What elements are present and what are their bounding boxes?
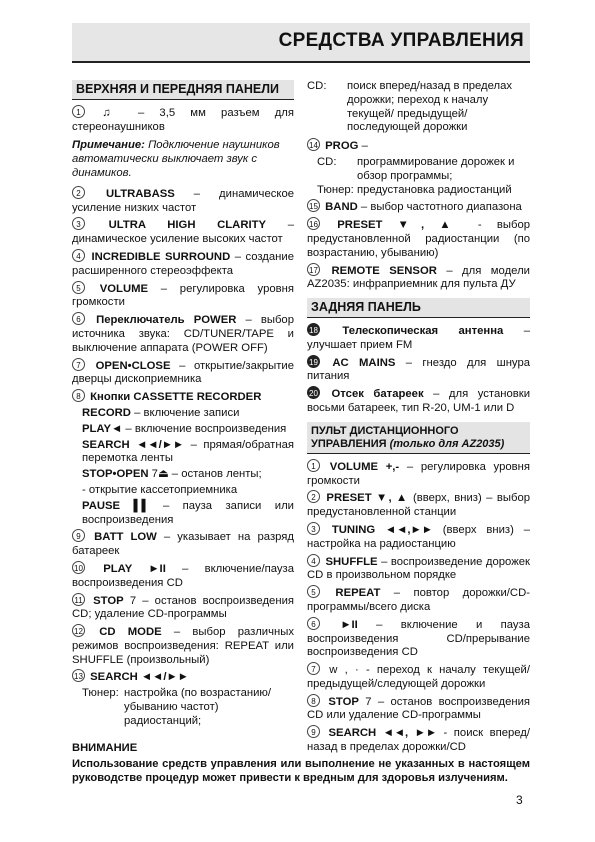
- item-label: PRESET ▼, ▲: [326, 492, 409, 505]
- item-label: SEARCH ◄◄, ►►: [328, 727, 438, 740]
- item-text: – воспроизведение дорожек CD в произвольном порядке: [307, 555, 530, 582]
- item-label: STOP: [93, 594, 124, 607]
- item-number: 15: [307, 199, 320, 212]
- item-label: w , ·: [329, 664, 359, 677]
- sub-label: SEARCH ◄◄/►►: [82, 438, 185, 451]
- item-text: – динамическое усиление высоких частот: [72, 219, 294, 246]
- item-text: - поиск вперед/назад в пределах дорожки/CD: [307, 727, 531, 754]
- item-text: (вверх, вниз) – выбор предустановленной станции: [307, 492, 531, 519]
- sub-label: PLAY◄: [82, 422, 123, 435]
- sub-prog-cd: [307, 156, 530, 184]
- item-number: 5: [72, 281, 85, 294]
- sub-play: [72, 423, 294, 437]
- item-number: 18: [307, 323, 320, 336]
- item-text: - выбор предустановленной радиостанции (по возрастанию, убыванию): [307, 219, 531, 259]
- item-label: Переключатель POWER: [96, 314, 237, 327]
- headphones-icon: ♫: [102, 106, 123, 119]
- item-text: (вверх вниз) – настройка на радиостанцию: [307, 523, 531, 550]
- item-number: 20: [307, 386, 320, 399]
- item-stop: [72, 593, 294, 623]
- item-text: 7 – останов воспроизведения CD; удаление CD-программы: [72, 594, 295, 621]
- item-number: 19: [307, 355, 320, 368]
- item-text: – включение и пауза воспроизведения CD/прерывание воспроизведения CD: [307, 618, 531, 659]
- item-number: 6: [72, 312, 85, 325]
- item-number: 9: [307, 725, 320, 738]
- left-column: [72, 80, 294, 729]
- note: [72, 139, 294, 180]
- item-text: – 3,5 мм разъем для стереонаушников: [72, 106, 295, 133]
- sub-text: – пауза записи или воспроизведения: [82, 499, 294, 526]
- section-title-top-front: ВЕРХНЯЯ И ПЕРЕДНЯЯ ПАНЕЛИ: [72, 80, 294, 100]
- sub-stop-open-2: [72, 484, 294, 498]
- sub-key: Тюнер:: [82, 687, 119, 700]
- item-cassette-recorder: [72, 389, 294, 405]
- item-cd-mode: [72, 624, 294, 667]
- item-incredible-surround: [72, 249, 294, 279]
- sub-value: настройка (по возрастанию/ убыванию частот) радиостанций;: [124, 687, 272, 727]
- item-number: 3: [72, 217, 85, 230]
- item-number: 6: [307, 617, 320, 630]
- item-label: CD MODE: [99, 626, 162, 639]
- item-ultra-high-clarity: [72, 217, 294, 247]
- sub-key: CD:: [317, 155, 337, 168]
- item-text: – динамическое усиление низких частот: [72, 187, 295, 214]
- remote-item-volume: [307, 459, 530, 489]
- item-label: TUNING ◄◄,►►: [331, 523, 433, 536]
- sub-text: - открытие кассетоприемника: [82, 483, 238, 496]
- remote-item-shuffle: [307, 554, 530, 584]
- item-label: REPEAT: [335, 587, 381, 600]
- item-prog: [307, 138, 530, 154]
- item-label: ULTRABASS: [105, 187, 175, 200]
- item-text: – выбор источника звука: CD/TUNER/TAPE и выключение аппарата (POWER OFF): [72, 314, 294, 354]
- item-label: VOLUME +,-: [329, 460, 400, 473]
- item-label: OPEN•CLOSE: [95, 359, 171, 372]
- item-text: – выбор частотного диапазона: [360, 201, 522, 214]
- sub-tuner: [72, 687, 294, 728]
- remote-item-play-pause: [307, 617, 530, 660]
- item-volume: [72, 281, 294, 311]
- sub-value: программирование дорожек и обзор программы;: [357, 155, 515, 182]
- item-label: VOLUME: [99, 282, 149, 295]
- item-number: 1: [72, 105, 85, 118]
- warning-text: Использование средств управления или выполнение не указанных в настоящем руководстве процедур может привести к вредным для здоровья излучениям.: [72, 758, 530, 784]
- item-text: – открытие/закрытие дверцы дископриемника: [72, 359, 294, 386]
- item-text: - переход к началу текущей/предыдущей/следующей дорожки: [307, 664, 530, 690]
- item-label: ULTRA HIGH CLARITY: [108, 219, 267, 232]
- item-remote-sensor: [307, 263, 530, 293]
- item-power-switch: [72, 312, 294, 355]
- item-number: 17: [307, 263, 320, 276]
- item-label: REMOTE SENSOR: [331, 264, 437, 277]
- item-number: 11: [72, 593, 85, 606]
- item-number: 16: [307, 217, 320, 230]
- item-label: BATT LOW: [94, 531, 157, 544]
- item-label: SEARCH ◄◄/►►: [90, 671, 189, 684]
- item-number: 7: [72, 358, 85, 371]
- item-label: SHUFFLE: [325, 555, 378, 568]
- item-number: 8: [307, 694, 320, 707]
- sub-text: – останов ленты;: [171, 468, 262, 481]
- item-number: 12: [72, 624, 85, 637]
- item-text: – включение/пауза воспроизведения CD: [72, 562, 295, 589]
- note-label: Примечание:: [72, 139, 145, 152]
- section-title-rear: ЗАДНЯЯ ПАНЕЛЬ: [307, 298, 530, 318]
- item-text: – гнездо для шнура питания: [307, 356, 531, 383]
- item-label: ►II: [340, 618, 358, 631]
- item-number: 3: [307, 522, 320, 535]
- eject-icon: 7⏏: [151, 468, 169, 481]
- item-text: – для модели AZ2035: инфраприемник для пульта ДУ: [307, 264, 530, 291]
- item-play-pause: [72, 561, 294, 591]
- item-text: – выбор различных режимов воспроизведения: REPEAT или SHUFFLE (произвольный): [72, 626, 294, 666]
- item-number: 7: [307, 662, 320, 675]
- warning-block: [72, 741, 530, 785]
- item-number: 9: [72, 529, 85, 542]
- section-title-text: ПУЛЬТ ДИСТАНЦИОННОГО УПРАВЛЕНИЯ: [311, 424, 459, 450]
- item-label: Отсек батареек: [331, 388, 424, 401]
- item-label: Телескопическая антенна: [342, 324, 504, 337]
- remote-item-preset: [307, 490, 530, 520]
- item-number: 8: [72, 389, 85, 402]
- item-number: 4: [307, 554, 320, 567]
- item-text: – для установки восьми батареек, тип R-20, UM-1 или D: [307, 388, 531, 414]
- section-title-remote: [307, 422, 530, 454]
- item-text: – регулировка уровня громкости: [72, 282, 295, 309]
- sub-cd: [307, 80, 530, 135]
- item-band: [307, 199, 530, 215]
- sub-prog-tuner: Тюнер: предустановка радиостанций: [317, 183, 512, 196]
- item-number: 2: [307, 490, 320, 503]
- item-batt-low: [72, 529, 294, 559]
- sub-text: – включение воспроизведения: [125, 422, 287, 435]
- item-open-close: [72, 358, 294, 388]
- item-ac-mains: [307, 355, 530, 385]
- item-number: 14: [307, 138, 320, 151]
- sub-key: CD:: [307, 80, 327, 92]
- item-number: 10: [72, 561, 85, 574]
- remote-item-repeat: [307, 585, 530, 615]
- item-label: INCREDIBLE SURROUND: [91, 250, 231, 263]
- sub-label: PAUSE ▌▌: [82, 499, 150, 512]
- header-bar: [72, 23, 530, 63]
- sub-stop-open: [72, 468, 294, 482]
- item-label: PLAY ►II: [103, 562, 166, 575]
- item-antenna: [307, 323, 530, 353]
- item-headphones: [72, 105, 294, 135]
- sub-pause: [72, 500, 294, 528]
- note-text: Подключение наушников автоматически выключает звук с динамиков.: [72, 139, 280, 179]
- remote-item-skip: [307, 662, 530, 692]
- item-label: STOP: [328, 695, 359, 708]
- item-text: – регулировка уровня громкости: [307, 460, 531, 487]
- item-text: –: [361, 140, 368, 153]
- remote-item-stop: [307, 694, 530, 724]
- item-number: 1: [307, 459, 320, 472]
- item-text: – улучшает прием FM: [307, 324, 531, 351]
- item-label: Кнопки CASSETTE RECORDER: [90, 391, 262, 404]
- item-number: 13: [72, 669, 85, 682]
- item-text: 7 – останов воспроизведения CD или удаление CD-программы: [307, 695, 531, 722]
- item-text: – создание расширенного стереоэффекта: [72, 250, 295, 277]
- section-title-suffix: (только для AZ2035): [389, 437, 505, 450]
- page-title: СРЕДСТВА УПРАВЛЕНИЯ: [278, 30, 524, 51]
- item-label: BAND: [325, 201, 358, 214]
- item-text: – указывает на разряд батареек: [72, 531, 294, 558]
- sub-text: – прямая/обратная перемотка ленты: [82, 438, 294, 465]
- item-number: 4: [72, 249, 85, 262]
- sub-label: RECORD: [82, 406, 131, 419]
- page-number: 3: [516, 793, 523, 807]
- item-label: PROG: [325, 140, 359, 153]
- warning-title: ВНИМАНИЕ: [72, 742, 138, 754]
- sub-search: [72, 439, 294, 467]
- item-number: 2: [72, 186, 85, 199]
- item-label: PRESET ▼, ▲: [337, 219, 463, 232]
- sub-text: – включение записи: [134, 406, 240, 419]
- item-number: 5: [307, 585, 320, 598]
- remote-item-tuning: [307, 522, 530, 552]
- item-text: – повтор дорожки/CD-программы/всего диска: [307, 587, 530, 613]
- item-ultrabass: [72, 186, 294, 216]
- right-column: [307, 80, 530, 757]
- item-preset: [307, 217, 530, 260]
- item-battery-compartment: [307, 386, 530, 416]
- item-label: AC MAINS: [332, 356, 396, 369]
- item-search: [72, 669, 294, 685]
- sub-record: [72, 407, 294, 421]
- sub-label: STOP•OPEN: [82, 468, 149, 481]
- sub-value: поиск вперед/назад в пределах дорожки; переход к началу текущей/ предыдущей/последующей дорожки: [347, 80, 513, 134]
